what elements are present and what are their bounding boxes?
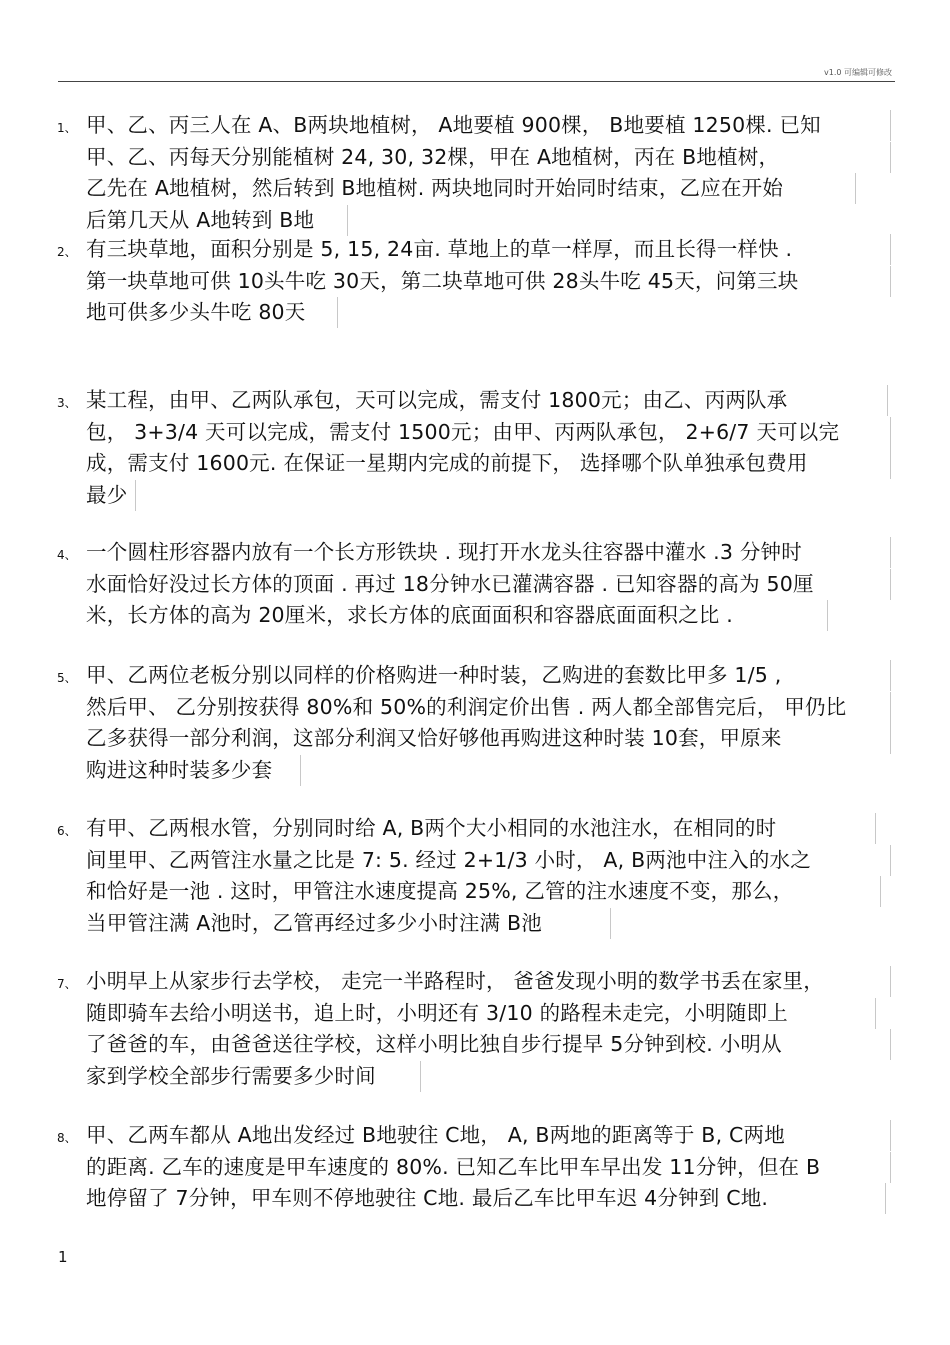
- problem-text-line: 随即骑车去给小明送书，追上时，小明还有 3/10 的路程未走完，小明随即上: [86, 998, 876, 1029]
- problem-text-line: 和恰好是一池 . 这时，甲管注水速度提高 25%, 乙管的注水速度不变，那么，: [86, 876, 881, 907]
- problem-text-line: 乙多获得一部分利润，这部分利润又恰好够他再购进这种时装 10套，甲原来: [86, 723, 891, 754]
- problem-number: 6、: [57, 824, 77, 838]
- problem-text-line: 甲、乙两位老板分别以同样的价格购进一种时装，乙购进的套数比甲多 1/5 ,: [86, 660, 891, 691]
- problem-text-line: 甲、乙、丙三人在 A、B两块地植树， A地要植 900棵， B地要植 1250棵. 已知: [86, 110, 891, 141]
- problem-text-line: 有三块草地，面积分别是 5, 15, 24亩. 草地上的草一样厚，而且长得一样快 .: [86, 234, 891, 265]
- problem-number: 7、: [57, 977, 77, 991]
- problem-text-line: 甲、乙、丙每天分别能植树 24, 30, 32棵，甲在 A地植树，丙在 B地植树，: [86, 142, 891, 173]
- problem-text-line: 水面恰好没过长方体的顶面 . 再过 18分钟水已灌满容器 . 已知容器的高为 50厘: [86, 569, 891, 600]
- header-note: v1.0 可编辑可修改: [824, 68, 892, 77]
- problem-text-line: 某工程，由甲、乙两队承包，天可以完成，需支付 1800元；由乙、丙两队承: [86, 385, 888, 416]
- problem-text-line: 一个圆柱形容器内放有一个长方形铁块 . 现打开水龙头往容器中灌水 .3 分钟时: [86, 537, 891, 568]
- problem-text-line: 乙先在 A地植树，然后转到 B地植树. 两块地同时开始同时结束，乙应在开始: [86, 173, 856, 204]
- problem-text-line: 地停留了 7分钟，甲车则不停地驶往 C地. 最后乙车比甲车迟 4分钟到 C地.: [86, 1183, 886, 1214]
- problem-text-line: 的距离. 乙车的速度是甲车速度的 80%. 已知乙车比甲车早出发 11分钟，但在 B: [86, 1152, 891, 1183]
- problem-number: 3、: [57, 396, 77, 410]
- problem-number: 5、: [57, 671, 77, 685]
- problem-text-line: 然后甲、 乙分别按获得 80%和 50%的利润定价出售 . 两人都全部售完后， 甲仍比: [86, 692, 891, 723]
- problem-text-line: 有甲、乙两根水管，分别同时给 A, B两个大小相同的水池注水，在相同的时: [86, 813, 876, 844]
- page-number: 1: [58, 1248, 68, 1266]
- problem-text-line: 后第几天从 A地转到 B地: [86, 205, 348, 236]
- problem-text-line: 第一块草地可供 10头牛吃 30天，第二块草地可供 28头牛吃 45天，问第三块: [86, 266, 891, 297]
- problem-number: 2、: [57, 245, 77, 259]
- problem-text-line: 了爸爸的车，由爸爸送往学校，这样小明比独自步行提早 5分钟到校. 小明从: [86, 1029, 891, 1060]
- problem-number: 4、: [57, 548, 77, 562]
- problem-text-line: 地可供多少头牛吃 80天: [86, 297, 338, 328]
- problem-text-line: 成，需支付 1600元. 在保证一星期内完成的前提下， 选择哪个队单独承包费用: [86, 448, 891, 479]
- problem-number: 8、: [57, 1131, 77, 1145]
- problem-text-line: 米，长方体的高为 20厘米，求长方体的底面面积和容器底面面积之比 .: [86, 600, 828, 631]
- problem-text-line: 间里甲、乙两管注水量之比是 7: 5. 经过 2+1/3 小时， A, B两池中注入的水之: [86, 845, 891, 876]
- header-rule: [58, 81, 895, 82]
- problem-text-line: 甲、乙两车都从 A地出发经过 B地驶往 C地， A, B两地的距离等于 B, C两地: [86, 1120, 891, 1151]
- problem-number: 1、: [57, 121, 77, 135]
- problem-text-line: 购进这种时装多少套: [86, 755, 301, 786]
- problem-text-line: 最少: [86, 480, 136, 511]
- problem-text-line: 家到学校全部步行需要多少时间: [86, 1061, 421, 1092]
- problem-text-line: 包， 3+3/4 天可以完成，需支付 1500元；由甲、丙两队承包， 2+6/7 天可以完: [86, 417, 891, 448]
- problem-text-line: 小明早上从家步行去学校， 走完一半路程时， 爸爸发现小明的数学书丢在家里，: [86, 966, 891, 997]
- problem-text-line: 当甲管注满 A池时，乙管再经过多少小时注满 B池: [86, 908, 611, 939]
